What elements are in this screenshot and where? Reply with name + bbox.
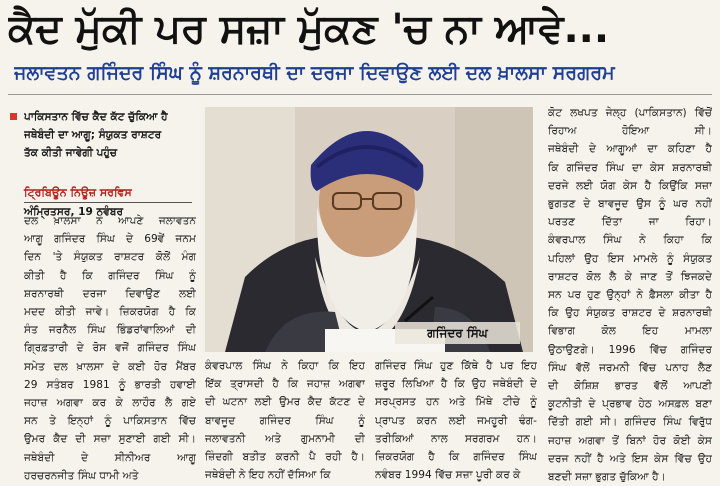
article-line: ਦਲ ਖ਼ਾਲਸਾ ਨੇ ਆਪਣੇ ਜਲਾਵਤਨ [24,215,196,227]
article-line: ਸਰਪ੍ਰਸਤ ਹਨ ਅਤੇ ਮਿੱਥੇ ਟੀਚੇ ਨੂੰ [375,396,537,409]
article-line: ਪ੍ਰਾਪਤ ਕਰਨ ਲਈ ਜਮਹੂਰੀ ਢੰਗ- [375,414,537,427]
highlight-line: ਜਥੇਬੰਦੀ ਦਾ ਆਗੂ; ਸੰਯੁਕਤ ਰਾਸ਼ਟਰ [24,129,162,141]
article-line: ਗਜਿੰਦਰ ਸਿੰਘ ਹੁਣ ਕਿੱਥੇ ਹੈ ਪਰ ਇਹ [375,360,537,372]
article-line: ਭੁਗਤਣ ਦੇ ਬਾਵਜੂਦ ਉਸ ਨੂੰ ਘਰ ਨਹੀਂ [548,198,712,211]
article-line: ਮਦਦ ਕੀਤੀ ਜਾਵੇ। ਜ਼ਿਕਰਯੋਗ ਹੈ ਕਿ [24,306,196,319]
bullet-icon [10,113,17,120]
article-line: ਸੰਤ ਜਰਨੈਲ ਸਿੰਘ ਭਿੰਡਰਾਂਵਾਲਿਆਂ ਦੀ [24,324,196,337]
article-line: ਨਵੰਬਰ 1994 ਵਿੱਚ ਸਜ਼ਾ ਪੂਰੀ ਕਰ ਕੇ [375,469,521,482]
article-line: ਹਰਚਰਨਜੀਤ ਸਿੰਘ ਧਾਮੀ ਅਤੇ [24,469,139,482]
article-line: ਸਨ ਤੇ ਇਨ੍ਹਾਂ ਨੂੰ ਪਾਕਿਸਤਾਨ ਵਿੱਚ [24,415,196,428]
portrait-photo [205,107,533,352]
article-line: ਜਹਾਜ਼ ਅਗਵਾ ਕਰ ਕੇ ਲਾਹੌਰ ਲੈ ਗਏ [24,397,196,410]
article-line: ਜ਼ਿਕਰਯੋਗ ਹੈ ਕਿ ਗਜਿੰਦਰ ਸਿੰਘ [375,451,537,464]
article-line: ਜ਼ਿੰਦਗੀ ਬਤੀਤ ਕਰਨੀ ਪੈ ਰਹੀ ਹੈ। [205,451,365,464]
article-line: ਇੱਕ ਤ੍ਰਾਸਦੀ ਹੈ ਕਿ ਜਹਾਜ਼ ਅਗਵਾ [205,378,365,391]
article-line: ਰਾਸ਼ਟਰ ਕੋਲ ਲੈ ਕੇ ਜਾਣ ਤੋਂ ਝਿਜਕਦੇ [548,270,712,283]
headline: ਕੈਦ ਮੁੱਕੀ ਪਰ ਸਜ਼ਾ ਮੁੱਕਣ 'ਚ ਨਾ ਆਵੇ... [8,6,610,52]
article-line: ਸਿੰਘ ਵੱਲੋਂ ਜਰਮਨੀ ਵਿੱਚ ਪਨਾਹ ਲੈਣ [548,361,712,374]
article-line: ਕੋਟ ਲਖਪਤ ਜੇਲ੍ਹ (ਪਾਕਿਸਤਾਨ) ਵਿੱਚੋਂ [548,107,712,119]
article-line: ਦੀ ਕੋਸ਼ਿਸ਼ ਭਾਰਤ ਵੱਲੋਂ ਆਪਣੀ [548,380,712,393]
article-line: ਦਰਜੇ ਲਈ ਯੋਗ ਕੇਸ ਹੈ ਕਿਉਂਕਿ ਸਜ਼ਾ [548,179,712,192]
article-line: ਦੀ ਘਟਨਾ ਲਈ ਉਮਰ ਕੈਦ ਕੱਟਣ ਦੇ [205,396,365,409]
article-line: ਜਲਾਵਤਨੀ ਅਤੇ ਗੁਮਨਾਮੀ ਦੀ [205,432,365,445]
article-line: 29 ਸਤੰਬਰ 1981 ਨੂੰ ਭਾਰਤੀ ਹਵਾਈ [24,378,196,391]
article-line: ਕੰਵਰਪਾਲ ਸਿੰਘ ਨੇ ਕਿਹਾ ਕਿ [548,234,712,247]
article-line: ਪਰਤਣ ਦਿੱਤਾ ਜਾ ਰਿਹਾ। [548,216,712,229]
photo-caption: ਗਜਿੰਦਰ ਸਿੰਘ [395,322,520,344]
portrait-illustration [205,107,533,352]
article-line: ਦਿਨ 'ਤੇ ਸੰਯੁਕਤ ਰਾਸ਼ਟਰ ਕੋਲੋਂ ਮੰਗ [24,251,196,264]
article-line: ਸਨ ਪਰ ਹੁਣ ਉਨ੍ਹਾਂ ਨੇ ਫ਼ੈਸਲਾ ਕੀਤਾ ਹੈ [548,289,712,302]
article-line: ਉਮਰ ਕੈਦ ਦੀ ਸਜ਼ਾ ਸੁਣਾਈ ਗਈ ਸੀ। [24,433,196,446]
article-line: ਆਗੂ ਗਜਿੰਦਰ ਸਿੰਘ ਦੇ 69ਵੇਂ ਜਨਮ [24,233,196,246]
highlight-line: ਤੱਕ ਕੀਤੀ ਜਾਵੇਗੀ ਪਹੁੰਚ [24,147,118,159]
article-line: ਕੀਤੀ ਹੈ ਕਿ ਗਜਿੰਦਰ ਸਿੰਘ ਨੂੰ [24,269,196,282]
article-line: ਵਿਭਾਗ ਕੋਲ ਇਹ ਮਾਮਲਾ [548,325,712,338]
article-line: ਸ਼ਰਨਾਰਥੀ ਦਰਜਾ ਦਿਵਾਉਣ ਲਈ [24,287,196,300]
subheadline: ਜਲਾਵਤਨ ਗਜਿੰਦਰ ਸਿੰਘ ਨੂੰ ਸ਼ਰਨਾਰਥੀ ਦਾ ਦਰਜਾ ਦਿਵਾਉਣ ਲਈ ਦਲ ਖ਼ਾਲਸਾ ਸਰਗਰਮ [14,62,615,84]
header-rule [8,94,712,95]
article-line: ਸਮੇਤ ਦਲ ਖ਼ਾਲਸਾ ਦੇ ਕਈ ਹੋਰ ਮੈਂਬਰ [24,360,196,373]
highlights-box [24,108,192,162]
article-line: ਕੰਵਰਪਾਲ ਸਿੰਘ ਨੇ ਕਿਹਾ ਕਿ ਇਹ [205,360,365,372]
article-line: ਦਰਜ ਨਹੀਂ ਹੈ ਅਤੇ ਇਸ ਕੇਸ ਵਿੱਚ ਉਹ [548,452,712,465]
article-line: ਜਥੇਬੰਦੀ ਦੇ ਆਗੂਆਂ ਦਾ ਕਹਿਣਾ ਹੈ [548,143,712,156]
dateline: ਅੰਮ੍ਰਿਤਸਰ, 19 ਨਵੰਬਰ [24,206,124,218]
article-line: ਉਠਾਉਣਗੇ। 1996 ਵਿੱਚ ਗਜਿੰਦਰ [548,343,712,356]
article-column-3 [375,357,537,484]
article-line: ਬਣਦੀ ਸਜ਼ਾ ਭੁਗਤ ਚੁੱਕਿਆ ਹੈ। [548,471,666,484]
article-column-4 [548,104,712,486]
article-line: ਜਥੇਬੰਦੀ ਦੇ ਸੀਨੀਅਰ ਆਗੂ [24,451,196,464]
article-line: ਕਿ ਉਹ ਸੰਯੁਕਤ ਰਾਸ਼ਟਰ ਦੇ ਸ਼ਰਨਾਰਥੀ [548,307,712,320]
article-line: ਤਰੀਕਿਆਂ ਨਾਲ ਸਰਗਰਮ ਹਨ। [375,432,537,445]
highlight-line: ਪਾਕਿਸਤਾਨ ਵਿੱਚ ਕੈਦ ਕੱਟ ਚੁੱਕਿਆ ਹੈ [24,111,168,123]
article-line: ਕੂਟਨੀਤੀ ਦੇ ਪ੍ਰਭਾਵ ਹੇਠ ਅਸਫ਼ਲ ਬਣਾ [548,398,712,411]
article-line: ਜ਼ਰੂਰ ਲਿਖਿਆ ਹੈ ਕਿ ਉਹ ਜਥੇਬੰਦੀ ਦੇ [375,378,537,391]
byline: ਟ੍ਰਿਬਿਊਨ ਨਿਊਜ਼ ਸਰਵਿਸ [24,184,192,203]
article-line: ਦਿੱਤੀ ਗਈ ਸੀ। ਗਜਿੰਦਰ ਸਿੰਘ ਵਿਰੁੱਧ [548,416,712,429]
article-line: ਰਿਹਾਅ ਹੋਇਆ ਸੀ। [548,125,712,138]
article-line: ਕਿ ਗਜਿੰਦਰ ਸਿੰਘ ਦਾ ਕੇਸ ਸ਼ਰਨਾਰਥੀ [548,161,712,174]
article-line: ਜਹਾਜ਼ ਅਗਵਾ ਤੋਂ ਬਿਨਾਂ ਹੋਰ ਕੋਈ ਕੇਸ [548,434,712,447]
article-line: ਗ੍ਰਿਫ਼ਤਾਰੀ ਦੇ ਰੋਸ ਵਜੋਂ ਗਜਿੰਦਰ ਸਿੰਘ [24,342,196,355]
article-column-2 [205,357,365,484]
article-line: ਬਾਵਜੂਦ ਗਜਿੰਦਰ ਸਿੰਘ ਨੂੰ [205,414,365,427]
article-line: ਜਥੇਬੰਦੀ ਨੇ ਇਹ ਨਹੀਂ ਦੱਸਿਆ ਕਿ [205,469,331,482]
article-column-1 [24,212,196,485]
article-line: ਪਹਿਲਾਂ ਉਹ ਇਸ ਮਾਮਲੇ ਨੂੰ ਸੰਯੁਕਤ [548,252,712,265]
